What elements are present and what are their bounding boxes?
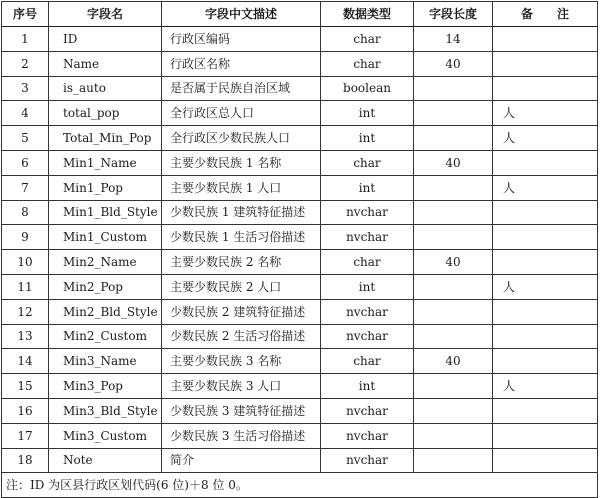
table-row	[2, 51, 598, 76]
cell-description: 行政区名称	[162, 51, 321, 76]
cell-data-type: nvchar	[321, 200, 414, 225]
cell-remark	[493, 200, 598, 225]
cell-field-name: Min2_Bld_Style	[49, 299, 162, 324]
cell-data-type: nvchar	[321, 398, 414, 423]
cell-data-type: int	[321, 274, 414, 299]
cell-field-length	[414, 398, 493, 423]
cell-remark	[493, 150, 598, 175]
cell-description: 是否属于民族自治区域	[162, 76, 321, 101]
cell-description: 全行政区总人口	[162, 101, 321, 126]
cell-field-length	[414, 423, 493, 448]
cell-no: 12	[2, 299, 49, 324]
cell-data-type: int	[321, 126, 414, 151]
table-row	[2, 175, 598, 200]
cell-data-type: char	[321, 51, 414, 76]
cell-no: 15	[2, 374, 49, 399]
cell-no: 17	[2, 423, 49, 448]
table-row	[2, 299, 598, 324]
cell-description: 少数民族 1 建筑特征描述	[162, 200, 321, 225]
table-row	[2, 398, 598, 423]
cell-remark	[493, 423, 598, 448]
table-row	[2, 349, 598, 374]
cell-description: 少数民族 1 生活习俗描述	[162, 225, 321, 250]
cell-field-name: is_auto	[49, 76, 162, 101]
cell-remark	[493, 27, 598, 52]
cell-field-length: 40	[414, 349, 493, 374]
cell-field-name: ID	[49, 27, 162, 52]
cell-field-length: 40	[414, 150, 493, 175]
header-note: 备 注	[493, 2, 598, 27]
table-row	[2, 27, 598, 52]
cell-field-length	[414, 299, 493, 324]
cell-no: 18	[2, 448, 49, 473]
table-row	[2, 448, 598, 473]
cell-field-name: Min3_Bld_Style	[49, 398, 162, 423]
cell-remark	[493, 324, 598, 349]
cell-field-name: total_pop	[49, 101, 162, 126]
cell-field-length	[414, 200, 493, 225]
cell-no: 2	[2, 51, 49, 76]
cell-description: 主要少数民族 1 人口	[162, 175, 321, 200]
cell-description: 行政区编码	[162, 27, 321, 52]
cell-description: 主要少数民族 1 名称	[162, 150, 321, 175]
cell-remark: 人	[493, 374, 598, 399]
footnote-text: 注：ID 为区县行政区划代码(6 位)＋8 位 0。	[2, 473, 598, 498]
cell-field-length	[414, 126, 493, 151]
table-header	[2, 2, 598, 27]
cell-remark: 人	[493, 175, 598, 200]
cell-field-name: Total_Min_Pop	[49, 126, 162, 151]
cell-data-type: char	[321, 250, 414, 275]
cell-remark	[493, 250, 598, 275]
header-no: 序号	[2, 2, 49, 27]
cell-data-type: boolean	[321, 76, 414, 101]
table-row	[2, 274, 598, 299]
header-length: 字段长度	[414, 2, 493, 27]
cell-no: 16	[2, 398, 49, 423]
cell-remark	[493, 225, 598, 250]
cell-remark	[493, 299, 598, 324]
cell-data-type: char	[321, 150, 414, 175]
cell-remark	[493, 76, 598, 101]
cell-description: 主要少数民族 3 名称	[162, 349, 321, 374]
cell-field-length: 14	[414, 27, 493, 52]
cell-data-type: nvchar	[321, 225, 414, 250]
cell-description: 简介	[162, 448, 321, 473]
cell-field-name: Note	[49, 448, 162, 473]
cell-field-name: Name	[49, 51, 162, 76]
cell-field-name: Min1_Name	[49, 150, 162, 175]
table-row	[2, 225, 598, 250]
table-body	[2, 27, 598, 473]
cell-field-name: Min1_Pop	[49, 175, 162, 200]
cell-description: 全行政区少数民族人口	[162, 126, 321, 151]
field-definition-table	[1, 1, 598, 498]
table-row	[2, 76, 598, 101]
cell-description: 少数民族 3 建筑特征描述	[162, 398, 321, 423]
cell-no: 10	[2, 250, 49, 275]
cell-field-length	[414, 324, 493, 349]
cell-data-type: char	[321, 349, 414, 374]
cell-no: 5	[2, 126, 49, 151]
cell-description: 主要少数民族 3 人口	[162, 374, 321, 399]
cell-no: 14	[2, 349, 49, 374]
cell-no: 6	[2, 150, 49, 175]
table-row	[2, 101, 598, 126]
cell-description: 少数民族 2 生活习俗描述	[162, 324, 321, 349]
cell-remark	[493, 398, 598, 423]
cell-field-length	[414, 76, 493, 101]
table-row	[2, 250, 598, 275]
cell-description: 少数民族 2 建筑特征描述	[162, 299, 321, 324]
cell-field-length: 40	[414, 250, 493, 275]
cell-no: 13	[2, 324, 49, 349]
cell-field-name: Min1_Bld_Style	[49, 200, 162, 225]
cell-data-type: nvchar	[321, 299, 414, 324]
cell-no: 9	[2, 225, 49, 250]
cell-no: 4	[2, 101, 49, 126]
cell-data-type: int	[321, 374, 414, 399]
cell-no: 3	[2, 76, 49, 101]
cell-field-length	[414, 225, 493, 250]
cell-data-type: nvchar	[321, 324, 414, 349]
table-row	[2, 374, 598, 399]
cell-field-length: 40	[414, 51, 493, 76]
cell-field-name: Min2_Custom	[49, 324, 162, 349]
header-row	[2, 2, 598, 27]
cell-description: 少数民族 3 生活习俗描述	[162, 423, 321, 448]
table-row	[2, 324, 598, 349]
cell-data-type: nvchar	[321, 423, 414, 448]
table-row	[2, 126, 598, 151]
cell-data-type: int	[321, 175, 414, 200]
cell-field-length	[414, 274, 493, 299]
table-footer	[2, 473, 598, 498]
cell-remark: 人	[493, 126, 598, 151]
cell-remark	[493, 448, 598, 473]
cell-description: 主要少数民族 2 人口	[162, 274, 321, 299]
cell-field-name: Min2_Name	[49, 250, 162, 275]
cell-remark	[493, 51, 598, 76]
footnote-row	[2, 473, 598, 498]
cell-no: 8	[2, 200, 49, 225]
table-row	[2, 150, 598, 175]
cell-field-name: Min2_Pop	[49, 274, 162, 299]
cell-field-name: Min3_Custom	[49, 423, 162, 448]
table-row	[2, 423, 598, 448]
cell-remark	[493, 349, 598, 374]
cell-field-name: Min3_Name	[49, 349, 162, 374]
cell-description: 主要少数民族 2 名称	[162, 250, 321, 275]
cell-field-length	[414, 101, 493, 126]
cell-data-type: nvchar	[321, 448, 414, 473]
cell-no: 11	[2, 274, 49, 299]
cell-no: 1	[2, 27, 49, 52]
cell-remark: 人	[493, 101, 598, 126]
cell-data-type: char	[321, 27, 414, 52]
cell-no: 7	[2, 175, 49, 200]
cell-field-length	[414, 374, 493, 399]
header-type: 数据类型	[321, 2, 414, 27]
cell-field-length	[414, 448, 493, 473]
cell-field-name: Min1_Custom	[49, 225, 162, 250]
header-name: 字段名	[49, 2, 162, 27]
table-row	[2, 200, 598, 225]
cell-field-length	[414, 175, 493, 200]
cell-field-name: Min3_Pop	[49, 374, 162, 399]
cell-remark: 人	[493, 274, 598, 299]
header-desc: 字段中文描述	[162, 2, 321, 27]
cell-data-type: int	[321, 101, 414, 126]
